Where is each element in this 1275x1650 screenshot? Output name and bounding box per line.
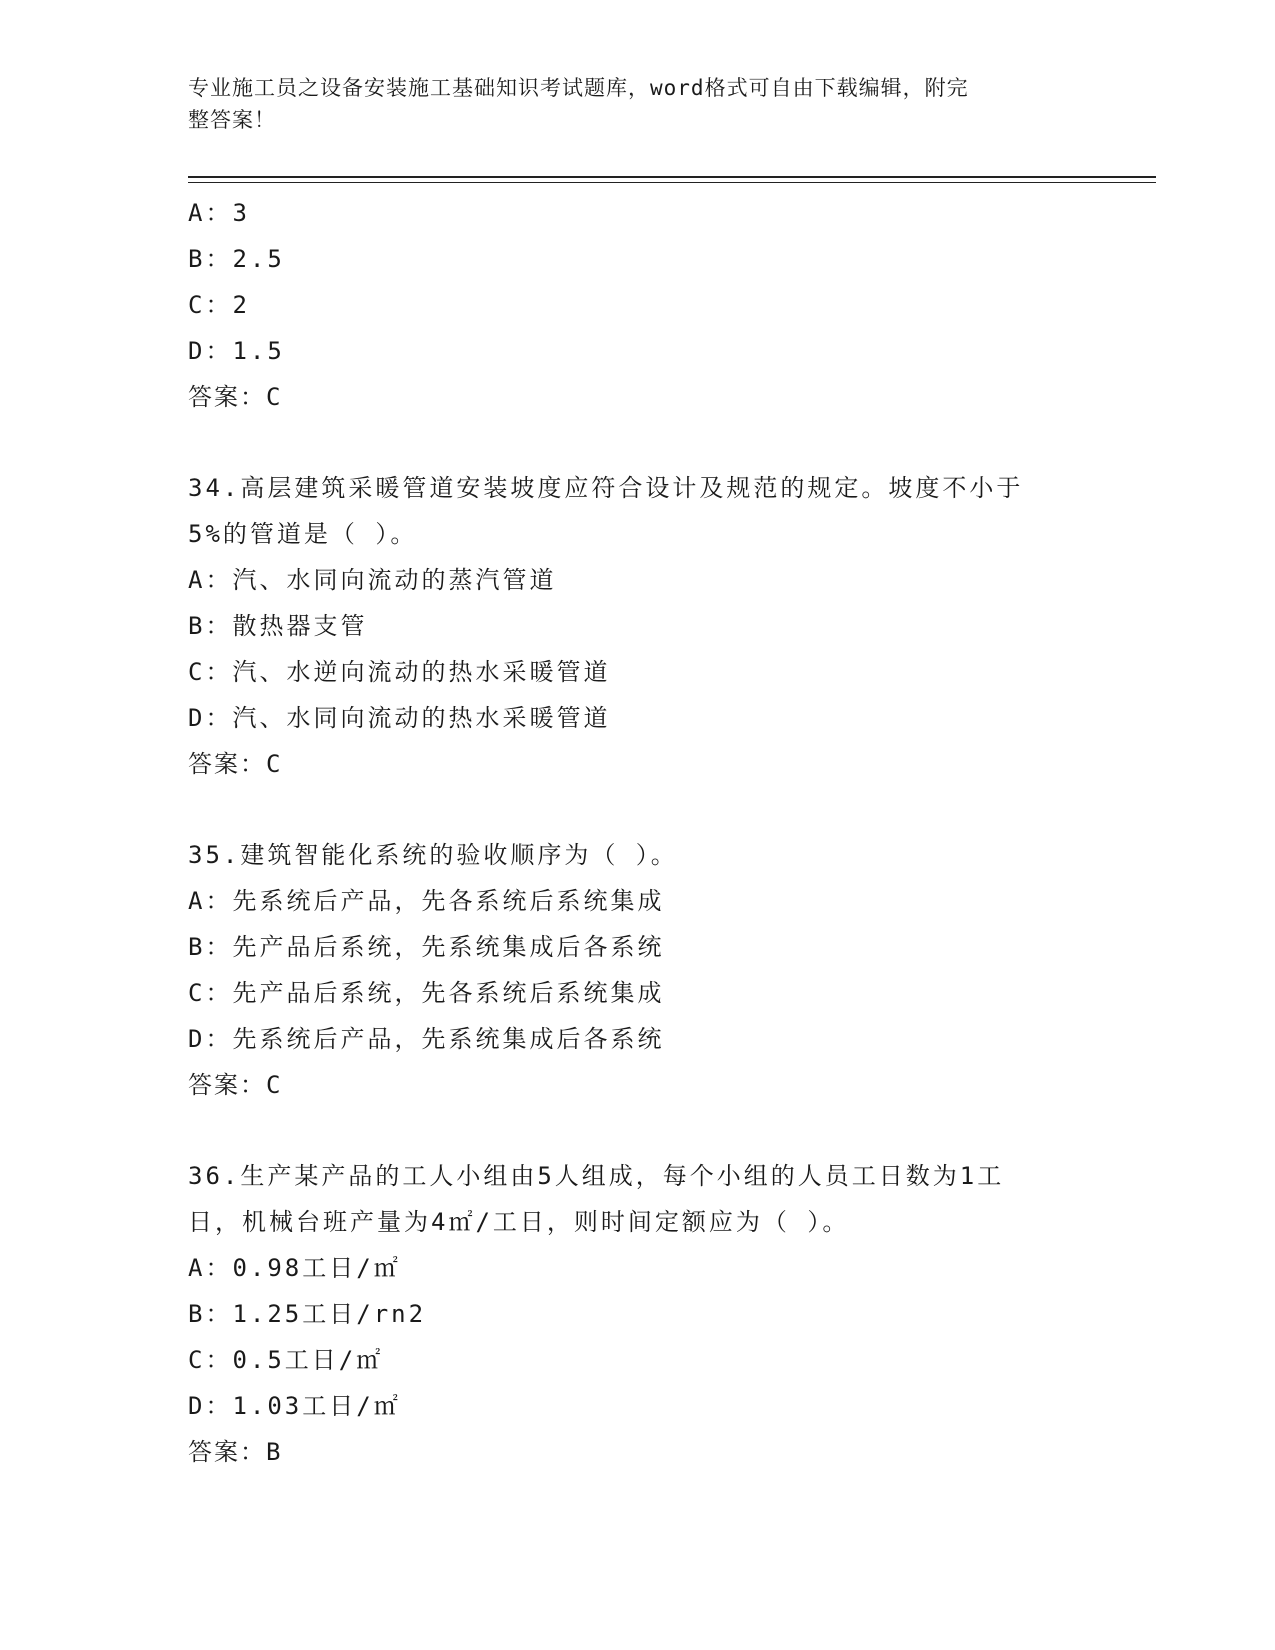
option-c: C：0.5工日/㎡ bbox=[188, 1346, 384, 1374]
option-d: D：先系统后产品，先系统集成后各系统 bbox=[188, 1025, 665, 1053]
option-a: A：汽、水同向流动的蒸汽管道 bbox=[188, 566, 557, 594]
option-d: D：汽、水同向流动的热水采暖管道 bbox=[188, 704, 611, 732]
header-rule-thick bbox=[188, 176, 1156, 178]
spacer bbox=[188, 787, 1088, 832]
question-36 bbox=[188, 1153, 1088, 1475]
question-stem-line-1: 34.高层建筑采暖管道安装坡度应符合设计及规范的规定。坡度不小于 bbox=[188, 474, 1024, 502]
spacer bbox=[188, 1108, 1088, 1153]
question-34 bbox=[188, 465, 1088, 787]
option-c: C：汽、水逆向流动的热水采暖管道 bbox=[188, 658, 611, 686]
question-33 bbox=[188, 190, 1088, 420]
answer: 答案：B bbox=[188, 1438, 283, 1466]
question-stem-line-2: 5%的管道是（ ）。 bbox=[188, 520, 418, 548]
question-stem-line-2: 日，机械台班产量为4㎡/工日，则时间定额应为（ ）。 bbox=[188, 1208, 850, 1236]
header-line-2: 整答案！ bbox=[188, 108, 276, 132]
option-a: A：3 bbox=[188, 199, 250, 227]
header-line-1: 专业施工员之设备安装施工基础知识考试题库，word格式可自由下载编辑，附完 bbox=[188, 76, 969, 100]
option-c: C：先产品后系统，先各系统后系统集成 bbox=[188, 979, 665, 1007]
question-list bbox=[188, 190, 1088, 1475]
header-rule-thin bbox=[188, 182, 1156, 183]
option-b: B：先产品后系统，先系统集成后各系统 bbox=[188, 933, 665, 961]
option-d: D：1.5 bbox=[188, 337, 285, 365]
document-header bbox=[188, 72, 1068, 136]
option-a: A：先系统后产品，先各系统后系统集成 bbox=[188, 887, 665, 915]
answer: 答案：C bbox=[188, 1071, 283, 1099]
question-stem-line-1: 35.建筑智能化系统的验收顺序为（ ）。 bbox=[188, 841, 678, 869]
option-c: C：2 bbox=[188, 291, 250, 319]
answer: 答案：C bbox=[188, 383, 283, 411]
question-stem-line-1: 36.生产某产品的工人小组由5人组成，每个小组的人员工日数为1工 bbox=[188, 1162, 1005, 1190]
option-d: D：1.03工日/㎡ bbox=[188, 1392, 401, 1420]
question-35 bbox=[188, 832, 1088, 1108]
option-b: B：2.5 bbox=[188, 245, 285, 273]
answer: 答案：C bbox=[188, 750, 283, 778]
option-b: B：1.25工日/rn2 bbox=[188, 1300, 427, 1328]
option-a: A：0.98工日/㎡ bbox=[188, 1254, 401, 1282]
option-b: B：散热器支管 bbox=[188, 612, 368, 640]
spacer bbox=[188, 420, 1088, 465]
